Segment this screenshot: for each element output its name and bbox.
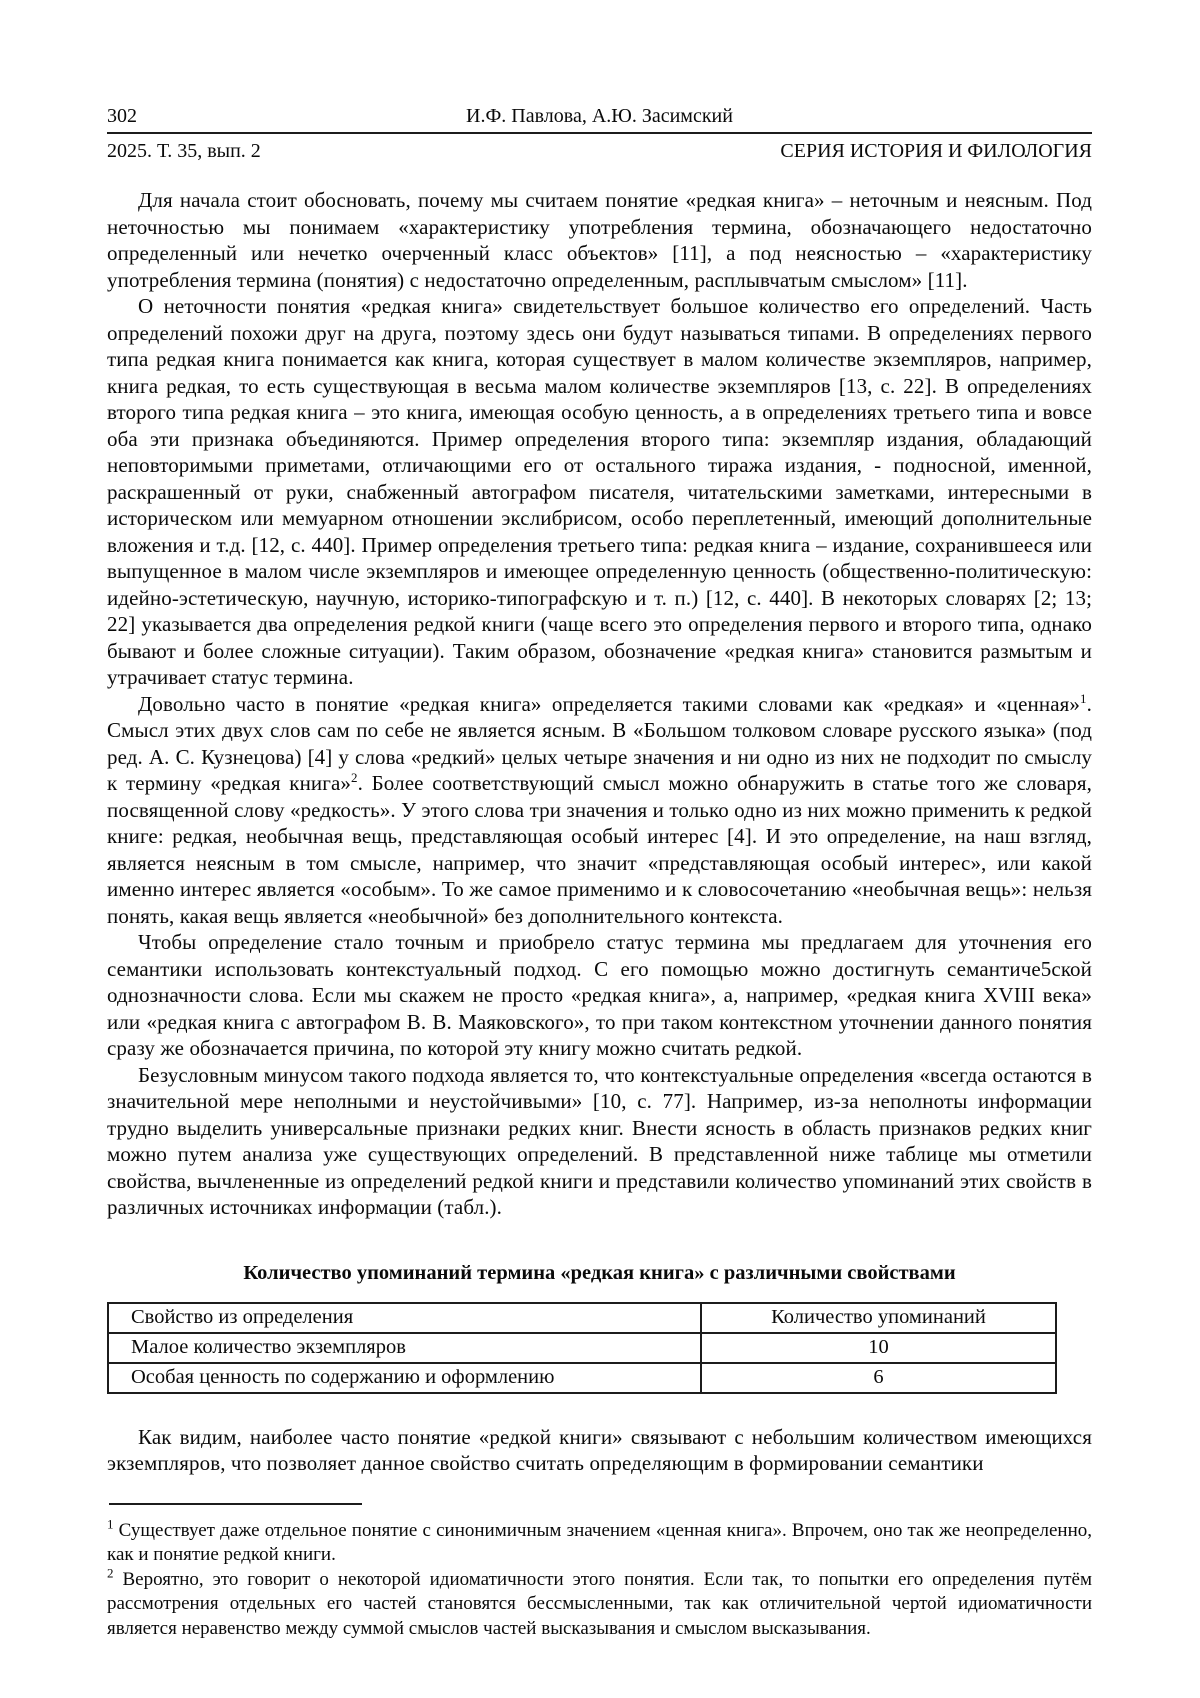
body-paragraphs bbox=[107, 187, 1092, 1221]
footnotes-section bbox=[107, 1503, 1092, 1642]
footnote: $^1$ Существует даже отдельное понятие с синонимичным значением «ценная книга». Впрочем, оно так же неопределенно, как и понятие редкой книги. bbox=[107, 1516, 1092, 1565]
mentions-table bbox=[107, 1302, 1057, 1394]
table-block bbox=[107, 1261, 1092, 1394]
paragraph: Как видим, наиболее часто понятие «редкой книги» связывают с небольшим количеством имеющихся экземпляров, что позволяет данное свойство считать определяющим в формировании семантики bbox=[107, 1424, 1092, 1475]
footnote-marker: 2 bbox=[107, 1565, 114, 1581]
column-header-count: Количество упоминаний bbox=[701, 1303, 1056, 1333]
footnote-ref: 2 bbox=[351, 770, 358, 785]
running-head-top bbox=[107, 104, 1092, 134]
property-cell: Особая ценность по содержанию и оформлению bbox=[108, 1363, 701, 1393]
footnote-list bbox=[107, 1516, 1092, 1642]
footnote-separator bbox=[109, 1503, 362, 1505]
authors-line: И.Ф. Павлова, А.Ю. Засимский bbox=[466, 105, 733, 127]
footnote-marker: 1 bbox=[107, 1516, 114, 1532]
table-row bbox=[108, 1363, 1056, 1393]
issue-info: 2025. Т. 35, вып. 2 bbox=[107, 140, 261, 162]
page-number: 302 bbox=[107, 105, 137, 127]
table-header-row bbox=[108, 1303, 1056, 1333]
running-head-bottom bbox=[107, 134, 1092, 163]
series-title: СЕРИЯ ИСТОРИЯ И ФИЛОЛОГИЯ bbox=[780, 140, 1092, 162]
count-cell: 10 bbox=[701, 1333, 1056, 1363]
paragraph: Для начала стоит обосновать, почему мы считаем понятие «редкая книга» – неточным и неясным. Под неточностью мы понимаем «характеристику употребления термина, обозначающего недостаточно определенный или нечетко очерченный класс объектов» [11], а под неясностью – «характеристику употребления термина (понятия) с недостаточно определенным, расплывчатым смыслом» [11]. bbox=[107, 188, 1092, 292]
column-header-property: Свойство из определения bbox=[108, 1303, 701, 1333]
paragraph: Довольно часто в понятие «редкая книга» определяется такими словами как «редкая» и «ценная»$^1$. Смысл этих двух слов сам по себе не является ясным. В «Большом толковом словаре русского языка» (под ред. А. С. Кузнецова) [4] у слова «редкий» целых четыре значения и ни одно из них не подходит по смыслу к термину «редкая книга»$^2$. Более соответствующий смысл можно обнаружить в статье того же словаря, посвященной слову «редкость». У этого слова три значения и только одно из них можно применить к редкой книге: редкая, необычная вещь, представляющая особый интерес [4]. И это определение, на наш взгляд, является неясным в том смысле, например, что значит «представляющая особый интерес», или какой именно интерес является «особым». То же самое применимо и к словосочетанию «необычная вещь»: нельзя понять, какая вещь является «необычной» без дополнительного контекста. bbox=[107, 690, 1092, 928]
table-row bbox=[108, 1333, 1056, 1363]
count-cell: 6 bbox=[701, 1363, 1056, 1393]
paragraph: О неточности понятия «редкая книга» свидетельствует большое количество его определений. Часть определений похожи друг на друга, поэтому здесь они будут называться типами. В определениях первого типа редкая книга понимается как книга, которая существует в малом количестве экземпляров, например, книга редкая, то есть существующая в весьма малом количестве экземпляров [13, с. 22]. В определениях второго типа редкая книга – это книга, имеющая особую ценность, а в определениях третьего типа и вовсе оба эти признака объединяются. Пример определения второго типа: экземпляр издания, обладающий неповторимыми приметами, отличающими его от остального тиража издания, - подносной, именной, раскрашенный от руки, снабженный автографом писателя, читательскими заметками, интересными в историческом или мемуарном отношении экслибрисом, особо переплетенный, имеющий дополнительные вложения и т.д. [12, с. 440]. Пример определения третьего типа: редкая книга – издание, сохранившееся или выпущенное в малом числе экземпляров и имеющее определенную ценность (общественно-политическую: идейно-эстетическую, научную, историко-типографскую и т. п.) [12, с. 440]. В некоторых словарях [2; 13; 22] указывается два определения редкой книги (чаще всего это определения первого и второго типа, однако бывают и более сложные ситуации). Таким образом, обозначение «редкая книга» становится размытым и утрачивает статус термина. bbox=[107, 294, 1092, 689]
paragraph: Чтобы определение стало точным и приобрело статус термина мы предлагаем для уточнения его семантики использовать контекстуальный подход. С его помощью можно достигнуть семантиче5ской однозначности слова. Если мы скажем не просто «редкая книга», а, например, «редкая книга XVIII века» или «редкая книга с автографом В. В. Маяковского», то при таком контекстном уточнении данного понятия сразу же обозначается причина, по которой эту книгу можно считать редкой. bbox=[107, 930, 1092, 1060]
paragraph: Безусловным минусом такого подхода является то, что контекстуальные определения «всегда остаются в значительной мере неполными и неустойчивыми» [10, с. 77]. Например, из-за неполноты информации трудно выделить универсальные признаки редких книг. Внести ясность в область признаков редких книг можно путем анализа уже существующих определений. В представленной ниже таблице мы отметили свойства, вычлененные из определений редкой книги и представили количество упоминаний этих свойств в различных источниках информации (табл.). bbox=[107, 1062, 1092, 1219]
property-cell: Малое количество экземпляров bbox=[108, 1333, 701, 1363]
table-title: Количество упоминаний термина «редкая книга» с различными свойствами bbox=[243, 1261, 956, 1284]
footnote-ref: 1 bbox=[1080, 690, 1087, 706]
footnote: $^2$ Вероятно, это говорит о некоторой идиоматичности этого понятия. Если так, то попытки его определения путём рассмотрения отдельных его частей становятся бессмысленными, так как отличительной чертой идиоматичности является неравенство между суммой смыслов частей высказывания и смыслом высказывания. bbox=[107, 1565, 1092, 1639]
after-table-paragraphs bbox=[107, 1424, 1092, 1477]
